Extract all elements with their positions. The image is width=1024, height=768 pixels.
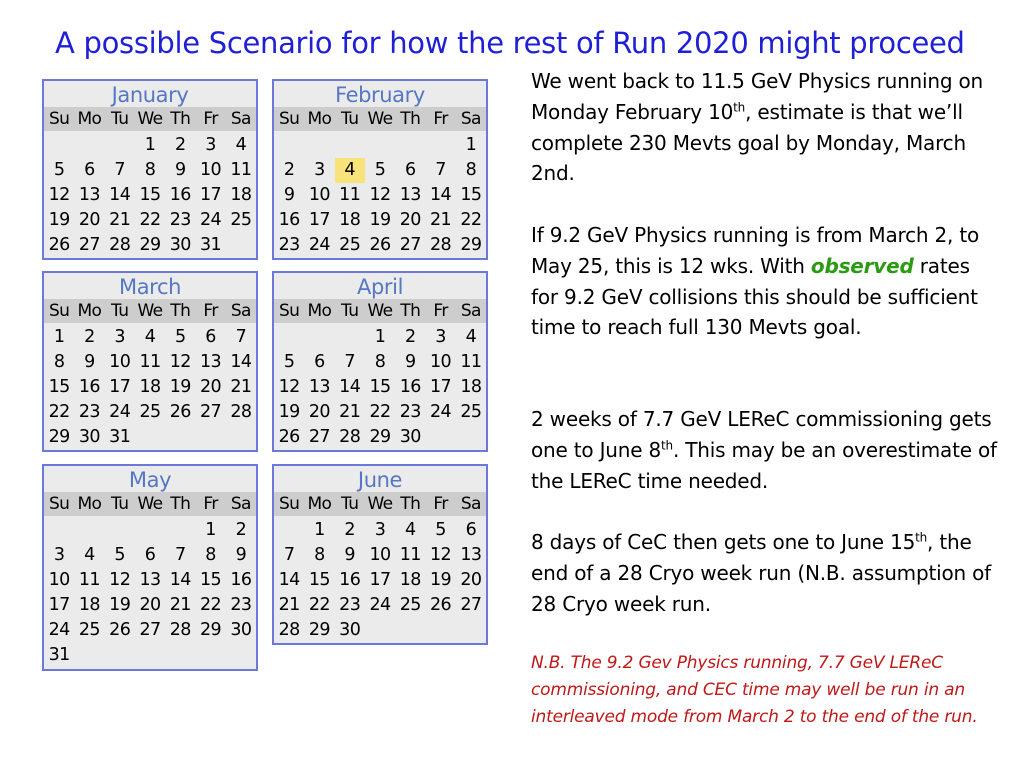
calendar-weekday-header [44,492,256,516]
calendar-day: 25 [78,620,100,640]
ordinal-suffix: th [661,438,673,453]
calendar-day: 5 [374,160,386,180]
calendar-day: 10 [200,160,222,180]
calendar-day: 31 [48,645,70,665]
calendar-day: 23 [169,210,191,230]
calendar-day: 12 [430,545,452,565]
weekday-label: Tu [111,109,129,129]
calendar-day: 5 [53,160,65,180]
calendar-day: 4 [465,327,477,347]
calendar-month-title: June [357,468,403,492]
calendar-day: 8 [53,352,65,372]
calendar-day: 26 [48,235,70,255]
calendar-day: 20 [399,210,421,230]
calendar-day: 15 [48,377,70,397]
calendar-day: 2 [405,327,416,347]
calendar-day: 12 [48,185,70,205]
calendar-day: 15 [460,185,482,205]
calendar-day: 15 [308,570,330,590]
calendar-day: 31 [109,427,131,447]
calendar-day: 29 [139,235,161,255]
calendar-day: 6 [405,160,416,180]
calendar-day: 7 [175,545,186,565]
calendar-day: 16 [169,185,191,205]
calendar-day: 22 [369,402,391,422]
weekday-label: Mo [307,109,332,129]
calendar-day: 16 [230,570,252,590]
calendar-day: 6 [465,520,477,540]
calendar-day: 30 [78,427,100,447]
calendar-day-grid [274,325,486,450]
calendar-day: 28 [169,620,191,640]
calendar-empty-cell [335,133,365,158]
calendar-day: 30 [169,235,191,255]
weekday-label: Sa [230,301,251,321]
calendar-day: 4 [144,327,156,347]
paragraph-text: 8 days of CeC then gets one to June 15 [531,530,916,554]
calendar-empty-cell [44,133,74,158]
weekday-label: Sa [230,494,251,514]
calendar-day: 29 [48,427,70,447]
calendar-day: 26 [169,402,191,422]
weekday-label: Th [170,301,191,321]
calendar-june [272,464,488,645]
calendar-day: 3 [53,545,65,565]
calendar-day: 24 [369,595,391,615]
calendar-day: 14 [169,570,191,590]
calendar-day: 22 [200,595,222,615]
calendar-day: 19 [430,570,452,590]
calendar-day: 12 [369,185,391,205]
calendar-day: 23 [230,595,252,615]
weekday-label: Fr [433,494,448,514]
calendar-weekday-header [44,107,256,131]
calendar-day-grid [44,325,256,450]
emphasis-observed: observed [810,253,914,278]
weekday-label: Su [48,109,70,129]
calendar-day: 8 [374,352,386,372]
calendar-day: 17 [109,377,131,397]
weekday-label: Mo [307,494,332,514]
calendar-day: 26 [430,595,452,615]
calendar-day: 4 [84,545,95,565]
paragraph-text: , estimate is that we’ll complete 230 Mevts goal by Monday, March 2nd. [531,99,966,186]
calendar-day: 9 [283,185,295,205]
calendar-day: 20 [460,570,482,590]
calendar-february [272,79,488,260]
weekday-label: We [367,109,393,129]
calendar-day: 22 [460,210,482,230]
calendar-march [42,271,258,452]
calendar-day: 29 [308,620,330,640]
calendar-day: 29 [200,620,222,640]
weekday-label: Fr [433,301,448,321]
calendar-day: 28 [339,427,361,447]
paragraph-11gev-running [531,66,1001,189]
calendar-day: 11 [399,545,421,565]
calendar-day: 12 [169,352,191,372]
calendar-day: 5 [114,545,125,565]
calendar-empty-cell [165,518,195,543]
calendar-day: 14 [109,185,131,205]
calendar-day: 9 [344,545,355,565]
ordinal-suffix: th [733,100,746,115]
calendar-day: 29 [460,235,482,255]
weekday-label: Th [400,301,421,321]
calendar-day: 1 [53,327,65,347]
weekday-label: Tu [341,301,359,321]
calendar-day: 2 [84,327,95,347]
paragraph-text: We went back to 11.5 GeV Physics running on Monday February 10 [531,69,984,124]
calendar-weekday-header [274,492,486,516]
calendar-day: 28 [109,235,131,255]
calendar-day: 23 [339,595,361,615]
calendar-day: 18 [399,570,421,590]
calendar-day: 1 [374,327,386,347]
calendar-day: 1 [314,520,325,540]
calendar-day: 13 [78,185,100,205]
calendar-empty-cell [74,518,104,543]
calendar-day: 11 [230,160,252,180]
weekday-label: Sa [230,109,251,129]
paragraph-lerec-commissioning [531,404,1001,496]
calendar-day: 5 [435,520,446,540]
calendar-day: 21 [109,210,131,230]
paragraph-9gev-running [531,220,1001,343]
weekday-label: Fr [433,109,448,129]
calendar-empty-cell [74,133,104,158]
calendar-day: 26 [278,427,300,447]
calendar-day: 17 [48,595,70,615]
calendar-day: 16 [78,377,100,397]
calendar-day: 28 [278,620,300,640]
calendar-day: 4 [235,135,247,155]
weekday-label: Tu [111,301,129,321]
weekday-label: We [367,494,393,514]
weekday-label: Tu [111,494,129,514]
weekday-label: Su [278,494,300,514]
calendar-day: 31 [200,235,222,255]
calendar-day: 11 [339,185,361,205]
calendar-day: 3 [314,160,325,180]
weekday-label: Su [48,494,70,514]
calendar-day: 19 [369,210,391,230]
calendar-empty-cell [365,133,395,158]
weekday-label: Th [170,494,191,514]
note-interleaved-mode: N.B. The 9.2 Gev Physics running, 7.7 GeV LEReC commissioning, and CEC time may well be run in an interleaved mode from March 2 to the end of the run. [531,653,978,728]
paragraph-text: 2 weeks of 7.7 GeV LEReC commissioning gets one to June 8 [531,407,992,462]
calendar-day: 4 [335,158,365,183]
calendar-day: 27 [460,595,482,615]
calendar-day: 24 [308,235,330,255]
calendar-day: 1 [144,135,156,155]
paragraph-text: . This may be an overestimate of the LEReC time needed. [531,437,997,493]
calendar-day: 27 [78,235,100,255]
calendar-day: 1 [205,520,216,540]
calendar-day: 17 [308,210,330,230]
paragraph-text: rates for 9.2 GeV collisions this should be sufficient time to reach full 130 Mevts goal. [531,253,978,340]
weekday-label: Fr [203,109,218,129]
calendar-day: 17 [430,377,452,397]
calendar-day: 6 [205,327,216,347]
calendar-empty-cell [335,325,365,350]
calendar-day-grid [44,518,256,668]
calendar-empty-cell [395,133,425,158]
ordinal-suffix: th [915,530,928,545]
calendar-day: 24 [200,210,222,230]
calendar-day: 16 [399,377,421,397]
calendar-day: 15 [369,377,391,397]
calendar-day: 25 [460,402,482,422]
calendar-day: 24 [48,620,70,640]
calendar-day: 10 [308,185,330,205]
weekday-label: Su [278,301,300,321]
calendar-day: 28 [430,235,452,255]
calendar-day: 30 [339,620,361,640]
calendar-day: 20 [200,377,222,397]
weekday-label: Tu [341,494,359,514]
calendar-day: 18 [78,595,100,615]
calendar-day: 9 [405,352,416,372]
calendar-day: 7 [283,545,295,565]
page-title: A possible Scenario for how the rest of Run 2020 might proceed [55,26,965,60]
calendar-empty-cell [274,325,304,350]
calendar-day: 6 [84,160,95,180]
calendar-day: 11 [139,352,161,372]
weekday-label: Th [400,494,421,514]
calendar-day: 5 [283,352,295,372]
weekday-label: Mo [77,301,102,321]
calendar-day: 22 [48,402,70,422]
calendar-day: 10 [430,352,452,372]
calendar-day: 7 [344,352,355,372]
calendar-month-title: March [118,275,181,299]
calendar-month-title: February [335,83,425,107]
calendar-day: 5 [175,327,186,347]
weekday-label: Fr [203,301,218,321]
calendar-day: 8 [465,160,477,180]
calendar-day: 21 [169,595,191,615]
weekday-label: Sa [460,109,481,129]
calendar-weekday-header [274,107,486,131]
calendar-weekday-header [274,299,486,323]
calendar-day: 18 [139,377,161,397]
calendar-day: 22 [308,595,330,615]
calendar-day: 17 [200,185,222,205]
calendar-day: 23 [278,235,300,255]
weekday-label: Mo [77,109,102,129]
weekday-label: We [137,109,163,129]
calendar-day: 20 [139,595,161,615]
calendar-day: 8 [205,545,216,565]
calendar-day: 30 [399,427,421,447]
calendar-empty-cell [304,325,334,350]
calendar-january [42,79,258,260]
calendar-empty-cell [105,518,135,543]
calendar-empty-cell [304,133,334,158]
calendar-day-grid [44,133,256,258]
calendar-day: 14 [230,352,252,372]
calendar-day: 19 [169,377,191,397]
calendar-day: 21 [339,402,361,422]
calendar-day: 3 [374,520,386,540]
calendar-month-title: May [128,468,172,492]
calendar-month-title: April [357,275,403,299]
calendar-day: 13 [460,545,482,565]
calendar-day: 15 [139,185,161,205]
calendar-april [272,271,488,452]
calendar-day: 12 [109,570,131,590]
weekday-label: We [367,301,393,321]
calendar-day: 7 [435,160,446,180]
weekday-label: We [137,494,163,514]
calendar-day: 14 [430,185,452,205]
calendar-day: 24 [430,402,452,422]
calendar-day: 4 [405,520,416,540]
calendar-day: 2 [344,520,355,540]
calendar-day: 13 [139,570,161,590]
calendar-day: 21 [278,595,300,615]
calendar-day: 2 [235,520,247,540]
calendar-day: 18 [460,377,482,397]
calendar-day: 26 [369,235,391,255]
calendar-day: 26 [109,620,131,640]
calendar-day: 9 [235,545,247,565]
calendar-day: 18 [230,185,252,205]
calendar-day: 21 [430,210,452,230]
calendar-day: 13 [399,185,421,205]
calendar-weekday-header [44,299,256,323]
calendar-empty-cell [274,518,304,543]
calendar-day: 30 [230,620,252,640]
calendar-day: 10 [369,545,391,565]
calendar-day: 20 [78,210,100,230]
calendar-day: 23 [78,402,100,422]
calendar-day: 8 [144,160,156,180]
calendar-day: 11 [78,570,100,590]
weekday-label: Tu [341,109,359,129]
weekday-label: Mo [307,301,332,321]
calendar-month-title: January [111,83,189,107]
calendar-day: 11 [460,352,482,372]
paragraph-text: If 9.2 GeV Physics running is from March 2, to May 25, this is 12 wks. With [531,223,980,278]
calendar-day: 19 [109,595,131,615]
calendar-day: 13 [200,352,222,372]
calendar-may [42,464,258,671]
calendar-day: 3 [114,327,125,347]
calendar-day: 20 [308,402,330,422]
calendar-day: 25 [399,595,421,615]
calendar-day: 16 [339,570,361,590]
calendar-day: 6 [314,352,325,372]
calendar-empty-cell [274,133,304,158]
calendar-day: 10 [109,352,131,372]
calendar-day: 25 [230,210,252,230]
calendar-day: 12 [278,377,300,397]
calendar-day: 27 [200,402,222,422]
calendar-day: 21 [230,377,252,397]
weekday-label: We [137,301,163,321]
calendar-day: 19 [278,402,300,422]
calendar-empty-cell [135,518,165,543]
weekday-label: Su [48,301,70,321]
calendar-empty-cell [44,518,74,543]
paragraph-text: , the end of a 28 Cryo week run (N.B. assumption of 28 Cryo week run. [531,530,991,616]
calendar-day: 29 [369,427,391,447]
calendar-day: 10 [48,570,70,590]
calendar-day: 27 [399,235,421,255]
calendar-day-grid [274,133,486,258]
weekday-label: Sa [460,301,481,321]
calendar-day: 16 [278,210,300,230]
calendar-day: 8 [314,545,325,565]
calendar-day: 28 [230,402,252,422]
weekday-label: Su [278,109,300,129]
calendar-day: 9 [84,352,95,372]
calendar-day: 22 [139,210,161,230]
calendar-day: 2 [283,160,295,180]
calendar-day: 7 [235,327,247,347]
weekday-label: Mo [77,494,102,514]
calendar-empty-cell [425,133,455,158]
calendar-day: 27 [308,427,330,447]
calendar-day-grid [274,518,486,643]
calendar-day: 7 [114,160,125,180]
calendar-day: 18 [339,210,361,230]
calendar-day: 23 [399,402,421,422]
calendar-day: 6 [144,545,156,565]
calendar-day: 15 [200,570,222,590]
calendar-day: 25 [339,235,361,255]
calendar-day: 14 [278,570,300,590]
calendar-day: 14 [339,377,361,397]
weekday-label: Fr [203,494,218,514]
calendar-day: 27 [139,620,161,640]
calendar-day: 9 [175,160,186,180]
calendar-day: 24 [109,402,131,422]
paragraph-cec-run [531,527,1001,619]
weekday-label: Th [400,109,421,129]
weekday-label: Sa [460,494,481,514]
calendar-day: 3 [435,327,446,347]
calendar-day: 2 [175,135,186,155]
calendar-day: 1 [465,135,477,155]
weekday-label: Th [170,109,191,129]
calendar-day: 25 [139,402,161,422]
calendar-empty-cell [105,133,135,158]
calendar-day: 13 [308,377,330,397]
calendar-day: 19 [48,210,70,230]
calendar-day: 3 [205,135,216,155]
calendar-day: 17 [369,570,391,590]
